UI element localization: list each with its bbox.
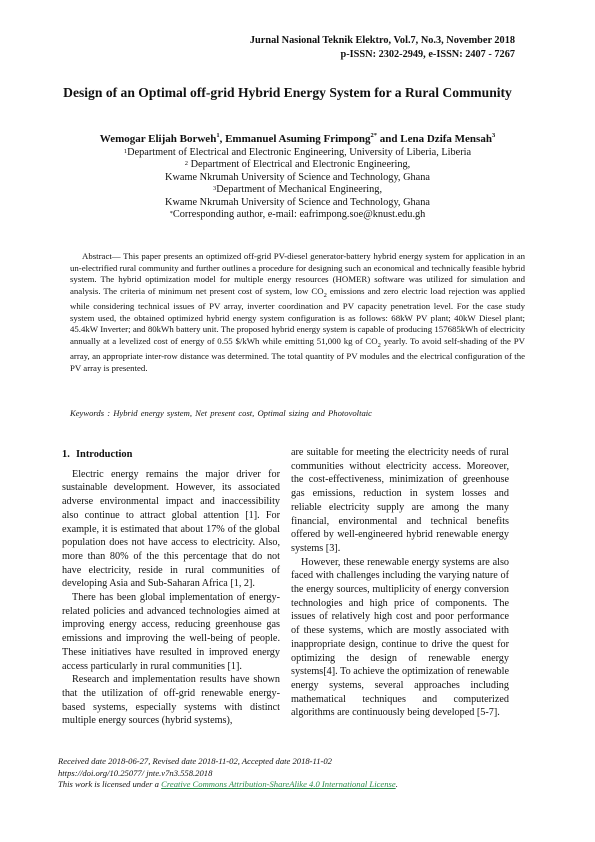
body-column-left xyxy=(62,448,280,728)
journal-citation: Jurnal Nasional Teknik Elektro, Vol.7, No.3, November 2018 xyxy=(249,35,515,46)
abstract-text-3: yearly. To avoid self-shading of the PV array, an appropriate inter-row distance was determined. The total quantity of PV modules and the electrical configuration of the PV array is presented. xyxy=(70,335,525,373)
abstract-text-2: emissions and zero electric load rejection was applied while considering technical issues of PV array, inverter coordination and PV capacity penetration level. For the case study system used, the obtained optimized hybrid energy system configuration is as follows: 68kW PV plant; 40kW Diesel plant; 45.4kW Inverter; and 80kWh battery unit. The proposed hybrid energy system is capable of producing 157685kWh of electricity annually at a levelized cost of energy of 0.55 $/kWh while emitting 51,000 kg of CO xyxy=(70,285,525,346)
license-line xyxy=(58,779,398,791)
affiliation-line xyxy=(70,172,525,184)
affiliation-sup: 2 xyxy=(184,160,189,168)
license-prefix: This work is licensed under a xyxy=(58,779,162,790)
affiliation-sup: * xyxy=(169,210,173,218)
paragraph: Electric energy remains the major driver for sustainable development. However, its associated adverse environmental impact and inaccessibility also continue to attract global attention [1]. For example, it is estimated that about 17% of the global population does not have access to electricity. Also, more than 80% of the this percentage that do not have electricity, reside in rural communities of developing Asia and Sub-Saharan Africa [1, 2]. xyxy=(62,468,280,590)
author-2: Emmanuel Asuming Frimpong xyxy=(225,133,371,145)
journal-header xyxy=(250,34,515,62)
author-3: Lena Dzifa Mensah xyxy=(400,133,492,145)
journal-issn: p-ISSN: 2302-2949, e-ISSN: 2407 - 7267 xyxy=(340,49,515,60)
abstract-text-1: Abstract— This paper presents an optimized off-grid PV-diesel generator-battery hybrid energy system for application in an un-electrified rural community and further outlines a procedure for designing such an economical and technically feasible hybrid system. The hybrid optimization model for multiple energy resources (HOMER) software was utilized for simulation and analysis. The criteria of minimum net present cost of system, low CO xyxy=(70,251,525,296)
abstract xyxy=(70,251,525,374)
author-3-sup: 3 xyxy=(491,132,496,139)
co2-subscript: 2 xyxy=(323,291,327,299)
affiliation-line xyxy=(70,209,525,221)
paragraph: are suitable for meeting the electricity needs of rural communities without electricity access. Moreover, the cost-effectiveness, minimization of greenhouse gas emissions, reduction in system losses and reliable electricity supply are among the many financial, environmental and technical benefits offered by well-engineered hybrid renewable energy systems [3]. xyxy=(291,447,509,554)
paper-title: Design of an Optimal off-grid Hybrid Energy System for a Rural Community xyxy=(63,85,512,100)
author-1-sup: 1 xyxy=(216,132,220,139)
section-heading xyxy=(62,448,280,462)
received-dates: Received date 2018-06-27, Revised date 2018-11-02, Accepted date 2018-11-02 xyxy=(58,756,332,766)
affiliation-sup: 3 xyxy=(212,185,217,193)
affiliation-text: Kwame Nkrumah University of Science and Technology, Ghana xyxy=(165,196,430,208)
author-conjunction: and xyxy=(379,133,398,145)
affiliation-line xyxy=(70,197,525,209)
license-link[interactable]: Creative Commons Attribution-ShareAlike 4.0 International License xyxy=(161,779,396,790)
corresponding-author: Corresponding author, e-mail: eafrimpong.soe@knust.edu.gh xyxy=(172,209,426,221)
page-footer xyxy=(58,756,398,791)
affiliations xyxy=(70,147,525,221)
section-title: Introduction xyxy=(76,449,133,460)
body-column-right xyxy=(291,446,509,720)
author-list: Wemogar Elijah Borweh$^1$, Emmanuel Asuming Frimpong$^{2*}$ and Lena Dzifa Mensah$^3$ xyxy=(99,132,496,145)
affiliation-line xyxy=(70,184,525,196)
doi: https://doi.org/10.25077/ jnte.v7n3.558.2018 xyxy=(58,767,213,778)
keywords: Keywords : Hybrid energy system, Net present cost, Optimal sizing and Photovoltaic xyxy=(70,408,372,418)
author-2-sup: 2* xyxy=(370,132,378,139)
affiliation-text: Department of Electrical and Electronic Engineering, University of Liberia, Liberia xyxy=(127,147,472,158)
paragraph: Research and implementation results have shown that the utilization of off-grid renewable energy-based systems, especially systems with distinct multiple energy sources (hybrid systems), xyxy=(62,674,280,727)
paragraph: There has been global implementation of energy-related policies and advanced technologies aimed at improving energy access, reducing greenhouse gas emissions and improving the well-being of people. These initiatives have resulted in improved energy access particularly in rural communities [1]. xyxy=(62,592,280,672)
affiliation-text: Department of Electrical and Electronic Engineering, xyxy=(188,159,411,171)
author-1: Wemogar Elijah Borweh xyxy=(99,133,217,145)
affiliation-line xyxy=(70,147,525,159)
affiliation-text: Department of Mechanical Engineering, xyxy=(216,184,383,196)
section-number: 1. xyxy=(62,449,70,460)
affiliation-text: Kwame Nkrumah University of Science and Technology, Ghana xyxy=(165,171,430,183)
license-suffix: . xyxy=(395,779,398,790)
affiliation-line xyxy=(70,159,525,171)
paragraph: However, these renewable energy systems are also faced with challenges including the varying nature of the energy sources, multiplicity of energy conversion technologies and high price of components. The issues of relatively high cost and poor performance of these systems, which are mostly associated with inappropriate design, continue to drive the quest for optimizing the design of renewable energy systems[4]. To achieve the optimization of renewable energy systems, several approaches including mathematical techniques and computerized algorithms are continuously being developed [5-7]. xyxy=(291,556,509,719)
co2-subscript: 2 xyxy=(377,341,381,349)
affiliation-sup: 1 xyxy=(123,148,128,155)
